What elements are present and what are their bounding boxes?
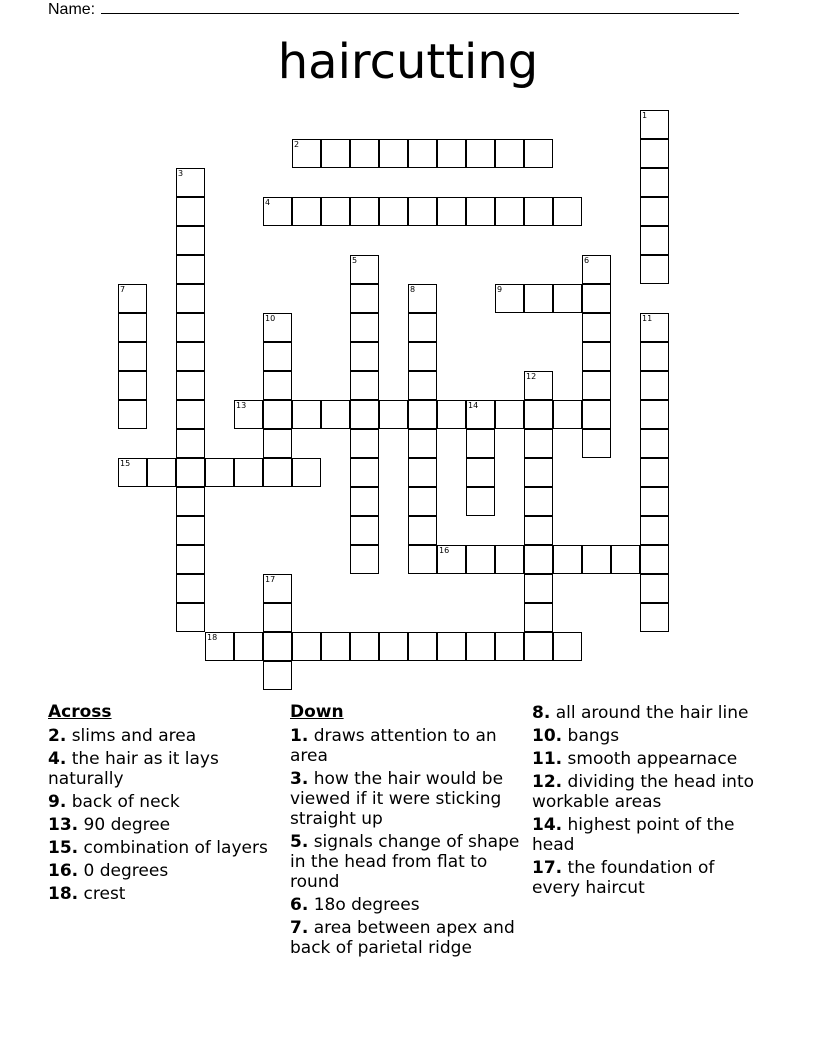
grid-cell[interactable]	[263, 400, 292, 429]
clue-number: 15	[120, 459, 131, 468]
grid-cell[interactable]	[640, 458, 669, 487]
grid-cell[interactable]	[640, 371, 669, 400]
grid-cell[interactable]	[205, 632, 234, 661]
grid-cell[interactable]	[176, 400, 205, 429]
clue-item-number: 1.	[290, 726, 309, 746]
grid-cell[interactable]	[495, 284, 524, 313]
grid-cell[interactable]	[524, 284, 553, 313]
grid-cell[interactable]	[582, 545, 611, 574]
grid-cell[interactable]	[640, 516, 669, 545]
grid-cell[interactable]	[176, 487, 205, 516]
grid-cell[interactable]	[495, 545, 524, 574]
grid-cell[interactable]	[408, 313, 437, 342]
clue-number: 14	[468, 401, 479, 410]
name-field	[48, 0, 739, 19]
grid-cell[interactable]	[118, 371, 147, 400]
grid-cell[interactable]	[437, 139, 466, 168]
grid-cell[interactable]	[176, 516, 205, 545]
grid-cell[interactable]	[553, 545, 582, 574]
grid-cell[interactable]	[524, 139, 553, 168]
grid-cell[interactable]	[408, 139, 437, 168]
grid-cell[interactable]	[466, 400, 495, 429]
grid-cell[interactable]	[292, 458, 321, 487]
grid-cell[interactable]	[524, 197, 553, 226]
clue-item	[290, 726, 528, 766]
grid-cell[interactable]	[553, 197, 582, 226]
grid-cell[interactable]	[640, 603, 669, 632]
grid-cell[interactable]	[466, 545, 495, 574]
clue-number: 5	[352, 256, 358, 265]
grid-cell[interactable]	[176, 458, 205, 487]
grid-cell[interactable]	[379, 197, 408, 226]
grid-cell[interactable]	[524, 458, 553, 487]
clue-item-number: 5.	[290, 832, 309, 852]
grid-cell[interactable]	[495, 139, 524, 168]
clue-number: 16	[439, 546, 450, 555]
clue-item	[48, 838, 273, 858]
grid-cell[interactable]	[118, 313, 147, 342]
grid-cell[interactable]	[640, 197, 669, 226]
grid-cell[interactable]	[640, 255, 669, 284]
grid-cell[interactable]	[582, 342, 611, 371]
grid-cell[interactable]	[118, 400, 147, 429]
grid-cell[interactable]	[176, 313, 205, 342]
clue-item	[532, 858, 764, 898]
grid-cell[interactable]	[582, 313, 611, 342]
grid-cell[interactable]	[582, 429, 611, 458]
grid-cell[interactable]	[408, 545, 437, 574]
clue-item	[48, 726, 273, 746]
grid-cell[interactable]	[408, 342, 437, 371]
grid-cell[interactable]	[640, 139, 669, 168]
grid-cell[interactable]	[582, 255, 611, 284]
grid-cell[interactable]	[524, 545, 553, 574]
grid-cell[interactable]	[640, 400, 669, 429]
clue-item-text: highest point of the head	[532, 815, 735, 855]
down-clues	[290, 702, 528, 961]
grid-cell[interactable]	[640, 545, 669, 574]
clue-item-text: all around the hair line	[555, 703, 749, 723]
grid-cell[interactable]	[176, 255, 205, 284]
grid-cell[interactable]	[582, 400, 611, 429]
grid-cell[interactable]	[437, 632, 466, 661]
grid-cell[interactable]	[437, 400, 466, 429]
grid-cell[interactable]	[524, 603, 553, 632]
clue-item-text: slims and area	[71, 726, 197, 746]
clue-item-text: smooth appearnace	[567, 749, 738, 769]
name-label: Name:	[48, 1, 96, 18]
grid-cell[interactable]	[640, 226, 669, 255]
grid-cell[interactable]	[321, 632, 350, 661]
grid-cell[interactable]	[437, 545, 466, 574]
grid-cell[interactable]	[176, 342, 205, 371]
grid-cell[interactable]	[263, 429, 292, 458]
grid-cell[interactable]	[321, 197, 350, 226]
clue-item-number: 14.	[532, 815, 563, 835]
grid-cell[interactable]	[263, 371, 292, 400]
grid-cell[interactable]	[176, 371, 205, 400]
clue-item-number: 18.	[48, 884, 79, 904]
clue-number: 10	[265, 314, 276, 323]
clue-number: 8	[410, 285, 416, 294]
clue-item-text: the hair as it lays naturally	[48, 749, 219, 789]
grid-cell[interactable]	[176, 284, 205, 313]
grid-cell[interactable]	[408, 458, 437, 487]
grid-cell[interactable]	[408, 284, 437, 313]
down-clues-continued	[532, 703, 764, 901]
clue-number: 6	[584, 256, 590, 265]
grid-cell[interactable]	[640, 313, 669, 342]
grid-cell[interactable]	[350, 139, 379, 168]
grid-cell[interactable]	[524, 632, 553, 661]
grid-cell[interactable]	[408, 400, 437, 429]
clue-item-text: area between apex and back of parietal ridge	[290, 918, 515, 958]
clue-item	[532, 749, 764, 769]
grid-cell[interactable]	[292, 197, 321, 226]
grid-cell[interactable]	[263, 313, 292, 342]
grid-cell[interactable]	[495, 197, 524, 226]
clue-item-number: 6.	[290, 895, 309, 915]
grid-cell[interactable]	[350, 487, 379, 516]
grid-cell[interactable]	[118, 458, 147, 487]
grid-cell[interactable]	[379, 400, 408, 429]
grid-cell[interactable]	[234, 400, 263, 429]
clue-item	[532, 772, 764, 812]
clue-item-number: 13.	[48, 815, 79, 835]
grid-cell[interactable]	[553, 284, 582, 313]
clue-number: 18	[207, 633, 218, 642]
clue-item-text: signals change of shape in the head from flat to round	[290, 832, 520, 892]
grid-cell[interactable]	[234, 632, 263, 661]
name-blank-line	[101, 0, 739, 14]
clue-number: 13	[236, 401, 247, 410]
grid-cell[interactable]	[640, 574, 669, 603]
grid-cell[interactable]	[466, 197, 495, 226]
clue-item-text: 18o degrees	[313, 895, 420, 915]
grid-cell[interactable]	[466, 632, 495, 661]
clue-number: 2	[294, 140, 300, 149]
grid-cell[interactable]	[350, 545, 379, 574]
grid-cell[interactable]	[524, 487, 553, 516]
clue-item-text: the foundation of every haircut	[532, 858, 715, 898]
grid-cell[interactable]	[640, 342, 669, 371]
clue-item-text: combination of layers	[83, 838, 268, 858]
grid-cell[interactable]	[495, 400, 524, 429]
grid-cell[interactable]	[350, 197, 379, 226]
clue-item	[532, 703, 764, 723]
grid-cell[interactable]	[640, 110, 669, 139]
clue-item	[290, 895, 528, 915]
grid-cell[interactable]	[205, 458, 234, 487]
clue-item-number: 12.	[532, 772, 563, 792]
grid-cell[interactable]	[408, 197, 437, 226]
clue-item	[532, 815, 764, 855]
grid-cell[interactable]	[147, 458, 176, 487]
grid-cell[interactable]	[263, 603, 292, 632]
grid-cell[interactable]	[263, 661, 292, 690]
grid-cell[interactable]	[379, 139, 408, 168]
grid-cell[interactable]	[176, 197, 205, 226]
grid-cell[interactable]	[350, 632, 379, 661]
clue-item-number: 16.	[48, 861, 79, 881]
grid-cell[interactable]	[350, 458, 379, 487]
grid-cell[interactable]	[640, 487, 669, 516]
clue-item-number: 3.	[290, 769, 309, 789]
grid-cell[interactable]	[321, 400, 350, 429]
grid-cell[interactable]	[466, 139, 495, 168]
grid-cell[interactable]	[263, 632, 292, 661]
grid-cell[interactable]	[292, 400, 321, 429]
grid-cell[interactable]	[176, 603, 205, 632]
clue-number: 9	[497, 285, 503, 294]
clue-number: 11	[642, 314, 653, 323]
clue-number: 3	[178, 169, 184, 178]
grid-cell[interactable]	[553, 632, 582, 661]
clue-item-text: 90 degree	[83, 815, 171, 835]
clue-item-number: 11.	[532, 749, 563, 769]
clue-item-text: bangs	[567, 726, 620, 746]
grid-cell[interactable]	[379, 632, 408, 661]
clue-item-text: back of neck	[71, 792, 180, 812]
clue-item	[48, 792, 273, 812]
puzzle-title: haircutting	[277, 34, 539, 90]
grid-cell[interactable]	[263, 342, 292, 371]
clue-number: 17	[265, 575, 276, 584]
clue-item-number: 4.	[48, 749, 67, 769]
clue-item-number: 2.	[48, 726, 67, 746]
grid-cell[interactable]	[408, 632, 437, 661]
grid-cell[interactable]	[408, 371, 437, 400]
grid-cell[interactable]	[176, 545, 205, 574]
grid-cell[interactable]	[524, 574, 553, 603]
grid-cell[interactable]	[176, 429, 205, 458]
grid-cell[interactable]	[495, 632, 524, 661]
grid-cell[interactable]	[350, 255, 379, 284]
grid-cell[interactable]	[263, 197, 292, 226]
grid-cell[interactable]	[582, 371, 611, 400]
clue-item	[290, 918, 528, 958]
grid-cell[interactable]	[640, 429, 669, 458]
grid-cell[interactable]	[292, 632, 321, 661]
grid-cell[interactable]	[350, 429, 379, 458]
clue-item	[48, 861, 273, 881]
clue-item	[48, 749, 273, 789]
clue-item	[290, 769, 528, 829]
clue-item-number: 9.	[48, 792, 67, 812]
clue-item-text: 0 degrees	[83, 861, 169, 881]
grid-cell[interactable]	[408, 429, 437, 458]
grid-cell[interactable]	[321, 139, 350, 168]
clue-item-text: crest	[83, 884, 126, 904]
clue-item-text: draws attention to an area	[290, 726, 497, 766]
grid-cell[interactable]	[176, 168, 205, 197]
clue-item	[48, 815, 273, 835]
grid-cell[interactable]	[466, 429, 495, 458]
clue-item-number: 10.	[532, 726, 563, 746]
across-clues	[48, 702, 273, 907]
down-heading: Down	[290, 702, 344, 722]
grid-cell[interactable]	[350, 313, 379, 342]
grid-cell[interactable]	[553, 400, 582, 429]
grid-cell[interactable]	[408, 487, 437, 516]
clue-item-text: dividing the head into workable areas	[532, 772, 755, 812]
grid-cell[interactable]	[350, 400, 379, 429]
grid-cell[interactable]	[611, 545, 640, 574]
clue-number: 1	[642, 111, 648, 120]
clue-item-number: 15.	[48, 838, 79, 858]
grid-cell[interactable]	[524, 400, 553, 429]
grid-cell[interactable]	[466, 487, 495, 516]
clue-number: 7	[120, 285, 126, 294]
grid-cell[interactable]	[640, 168, 669, 197]
clue-item-number: 8.	[532, 703, 551, 723]
clue-item	[532, 726, 764, 746]
across-heading: Across	[48, 702, 112, 722]
grid-cell[interactable]	[524, 371, 553, 400]
clue-item-number: 7.	[290, 918, 309, 938]
grid-cell[interactable]	[118, 342, 147, 371]
clue-item	[48, 884, 273, 904]
grid-cell[interactable]	[292, 139, 321, 168]
grid-cell[interactable]	[466, 458, 495, 487]
grid-cell[interactable]	[408, 516, 437, 545]
grid-cell[interactable]	[118, 284, 147, 313]
grid-cell[interactable]	[350, 516, 379, 545]
clue-item	[290, 832, 528, 892]
grid-cell[interactable]	[350, 371, 379, 400]
grid-cell[interactable]	[437, 197, 466, 226]
clue-item-text: how the hair would be viewed if it were sticking straight up	[290, 769, 504, 829]
grid-cell[interactable]	[524, 429, 553, 458]
clue-number: 12	[526, 372, 537, 381]
grid-cell[interactable]	[350, 342, 379, 371]
grid-cell[interactable]	[176, 574, 205, 603]
grid-cell[interactable]	[176, 226, 205, 255]
grid-cell[interactable]	[582, 284, 611, 313]
grid-cell[interactable]	[263, 574, 292, 603]
grid-cell[interactable]	[263, 458, 292, 487]
grid-cell[interactable]	[234, 458, 263, 487]
grid-cell[interactable]	[524, 516, 553, 545]
clue-item-number: 17.	[532, 858, 563, 878]
clue-number: 4	[265, 198, 271, 207]
grid-cell[interactable]	[350, 284, 379, 313]
